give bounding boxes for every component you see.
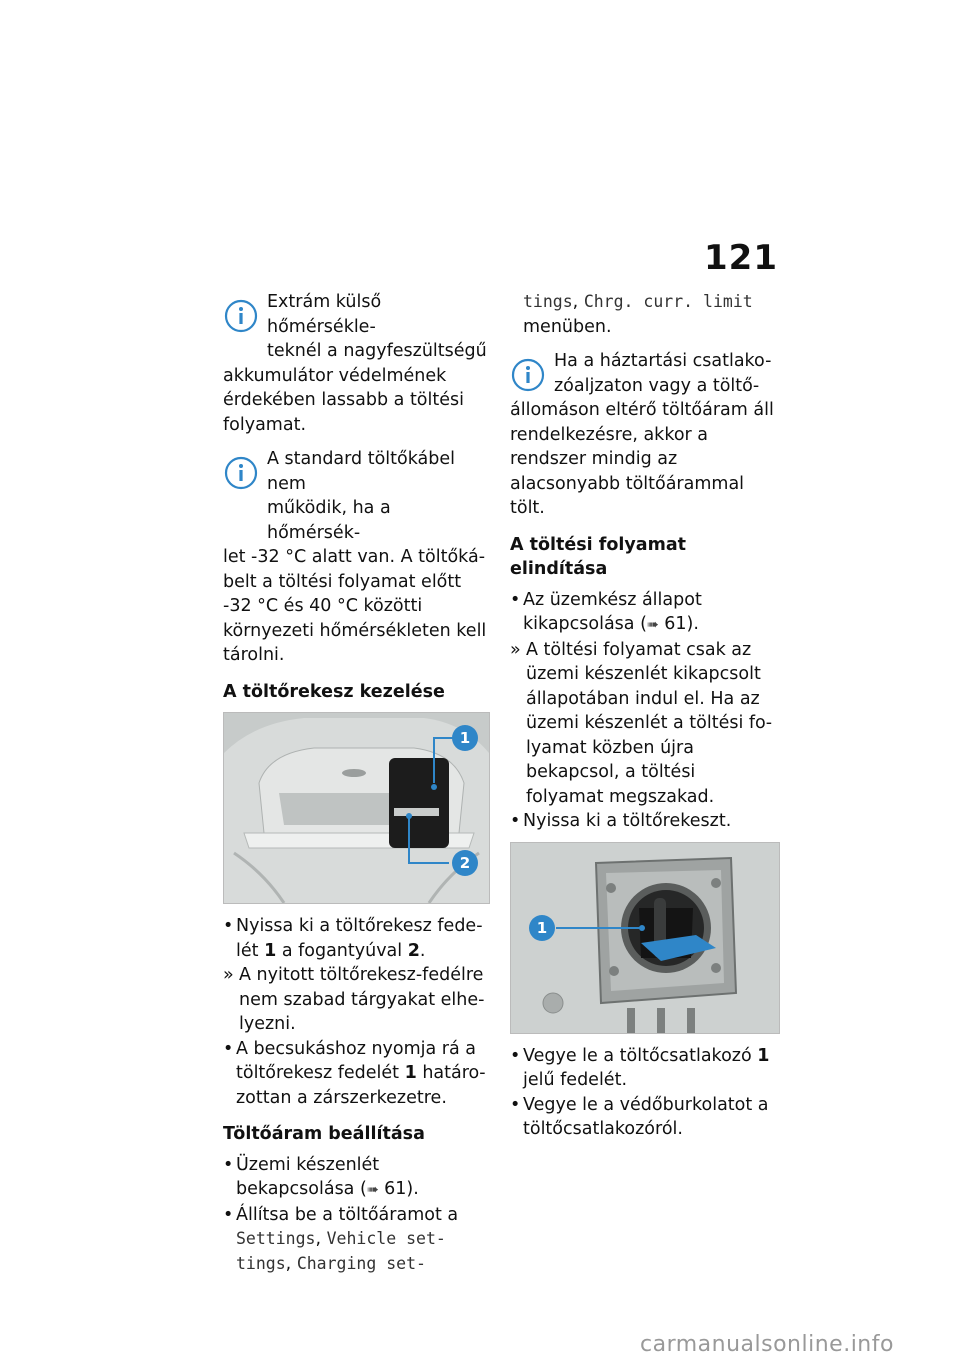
step-bullet: • Nyissa ki a töltőrekeszt.	[510, 809, 775, 834]
info-note	[510, 349, 775, 521]
callout-2: 2	[452, 850, 478, 876]
menu-item: Charging set-	[296, 1253, 426, 1273]
step-result: » A nyitott töltőrekesz-fedélre nem szabad tárgyakat elhelyezni.	[223, 965, 485, 1034]
note-line-2: zóaljzaton vagy a töltő-	[554, 375, 760, 396]
step-continuation: tings, Chrg. curr. limit menüben.	[523, 292, 753, 337]
menu-item: Vehicle settings	[236, 1229, 446, 1273]
section-heading: A töltőrekesz kezelése	[223, 681, 445, 702]
menu-item: Chrg. curr. limit	[583, 292, 753, 311]
callout-1: 1	[452, 725, 478, 751]
step-result: » A töltési folyamat csak az üzemi készenlét kikapcsolt állapotában indul el. Ha az üzemi készenlét a töltési folyamat közben újra bekapcsol, a töltési folyamat megszakad.	[510, 639, 773, 807]
right-column	[510, 290, 775, 1142]
page-reference-icon: ➠	[646, 617, 659, 633]
footer-watermark: carmanualsonline.info	[640, 1332, 894, 1357]
step-bullet: • A becsukáshoz nyomja rá a töltőrekesz fedelét 1 határozottan a zárszerkezetre.	[223, 1037, 488, 1111]
step-bullet: • Vegye le a védőburkolatot a töltőcsatlakozóról.	[510, 1093, 775, 1142]
note-line-1: Extrám külső hőmérsékle-	[267, 292, 382, 337]
left-column	[223, 290, 488, 1276]
note-line-1: Ha a háztartási csatlako-	[554, 351, 772, 371]
compartment-illustration	[224, 713, 489, 903]
note-text: állomáson eltérő töltőáram áll rendelkezésre, akkor a rendszer mindig az alacsonyabb töltőárammal tölt.	[510, 400, 774, 518]
note-line-1: A standard töltőkábel nem	[267, 449, 456, 494]
step-bullet: • Állítsa be a töltőáramot a Settings, Vehicle settings, Charging set-	[223, 1203, 488, 1277]
page-number: 121	[704, 238, 778, 278]
note-text: akkumulátor védelmének érdekében lassabb a töltési folyamat.	[223, 365, 464, 435]
step-bullet: • Az üzemkész állapot kikapcsolása (➠ 61).	[510, 588, 775, 638]
note-line-2: teknél a nagyfeszültségű	[267, 341, 487, 361]
section-heading: Töltőáram beállítása	[223, 1124, 425, 1144]
menu-item: Settings	[236, 1229, 316, 1248]
charging-socket-figure	[510, 842, 780, 1034]
note-line-2: működik, ha a hőmérsék-	[267, 498, 391, 543]
info-note	[223, 290, 488, 437]
note-text: let -32 °C alatt van. A töltőkábelt a töltési folyamat előtt -32 °C és 40 °C közötti környezeti hőmérsékleten kell tárolni.	[223, 547, 487, 665]
step-bullet: • Üzemi készenlét bekapcsolása (➠ 61).	[223, 1153, 488, 1203]
menu-item: tings	[523, 292, 573, 311]
info-note	[223, 447, 488, 668]
result-marker: »	[510, 639, 521, 660]
socket-illustration	[511, 843, 779, 1033]
info-icon	[223, 455, 259, 491]
page-reference-icon: ➠	[366, 1182, 379, 1198]
step-bullet: • Nyissa ki a töltőrekesz fedelét 1 a fogantyúval 2.	[223, 914, 488, 963]
result-marker: »	[223, 965, 234, 985]
step-bullet: • Vegye le a töltőcsatlakozó 1 jelű fedelét.	[510, 1044, 775, 1093]
callout-1: 1	[529, 915, 555, 941]
section-heading: A töltési folyamat elindítása	[510, 534, 687, 579]
charging-compartment-figure	[223, 712, 490, 904]
info-icon	[223, 298, 259, 334]
info-icon	[510, 357, 546, 393]
